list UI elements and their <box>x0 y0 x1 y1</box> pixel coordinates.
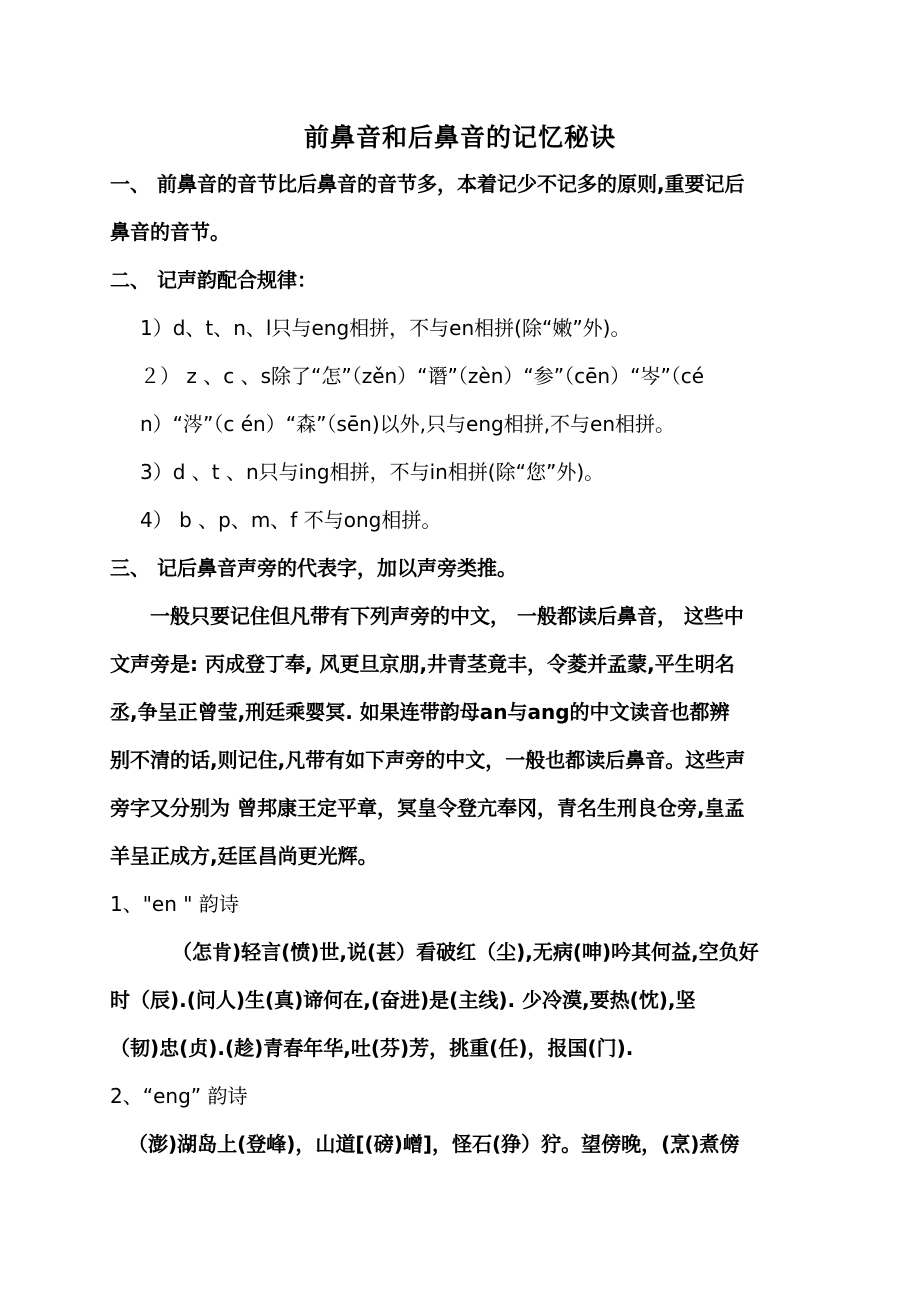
section-1-heading: 一、 前鼻音的音节比后鼻音的音节多，本着记少不记多的原则,重要记后 <box>110 172 745 196</box>
rule-3: 3）d 、t 、n只与ing相拼，不与in相拼(除“您”外)。 <box>140 460 605 484</box>
rule-1: 1）d、t、n、l只与eng相拼，不与en相拼(除“嫩”外)。 <box>140 316 631 340</box>
paragraph-line: 文声旁是: 丙成登丁奉, 风更旦京朋,井青茎竟丰，令菱并孟蒙,平生明名 <box>110 652 735 676</box>
paragraph-line: 丞,争呈正曾莹,刑廷乘婴冥. 如果连带韵母an与ang的中文读音也都辨 <box>110 700 730 724</box>
paragraph-line: 一般只要记住但凡带有下列声旁的中文， 一般都读后鼻音， 这些中 <box>150 604 744 628</box>
paragraph-line: 别不清的话,则记住,凡带有如下声旁的中文，一般也都读后鼻音。这些声 <box>110 748 746 772</box>
rule-2: ２） z 、c 、s除了“怎”（zěn）“谮”（zèn）“参”（cēn）“岑”（cé <box>140 364 705 388</box>
section-2-heading: 二、 记声韵配合规律： <box>110 268 317 292</box>
section-3-heading: 三、 记后鼻音声旁的代表字，加以声旁类推。 <box>110 556 517 580</box>
paragraph-line: 羊呈正成方,廷匡昌尚更光辉。 <box>110 844 378 868</box>
poem-line: （怎肯)轻言(愤)世,说(甚）看破红（尘),无病(呻)吟其何益,空负好 <box>172 940 759 964</box>
section-1-heading-cont: 鼻音的音节。 <box>110 220 230 244</box>
poem-line: 时（辰).(问人)生(真)谛何在,(奋进)是(主线). 少冷漠,要热(忱),坚 <box>110 988 696 1012</box>
poem-line: （韧)忠(贞).(趁)青春年华,吐(芬)芳，挑重(任)，报国(门). <box>110 1036 634 1060</box>
rule-4: 4） b 、p、m、f 不与ong相拼。 <box>140 508 442 532</box>
poem-2-heading: 2、“eng” 韵诗 <box>110 1084 248 1108</box>
poem-1-heading: 1、"en " 韵诗 <box>110 892 239 916</box>
poem-line: （澎)湖岛上(登峰)，山道[(磅)嶒]，怪石(狰）狞。望傍晚，(烹)煮傍 <box>128 1132 740 1156</box>
rule-2-cont: n）“涔”（c én）“森”（sēn)以外,只与eng相拼,不与en相拼。 <box>140 412 676 436</box>
page-title: 前鼻音和后鼻音的记忆秘诀 <box>303 123 616 152</box>
paragraph-line: 旁字又分别为 曾邦康王定平章，冥皇令登亢奉冈，青名生刑良仓旁,皇孟 <box>110 796 745 820</box>
